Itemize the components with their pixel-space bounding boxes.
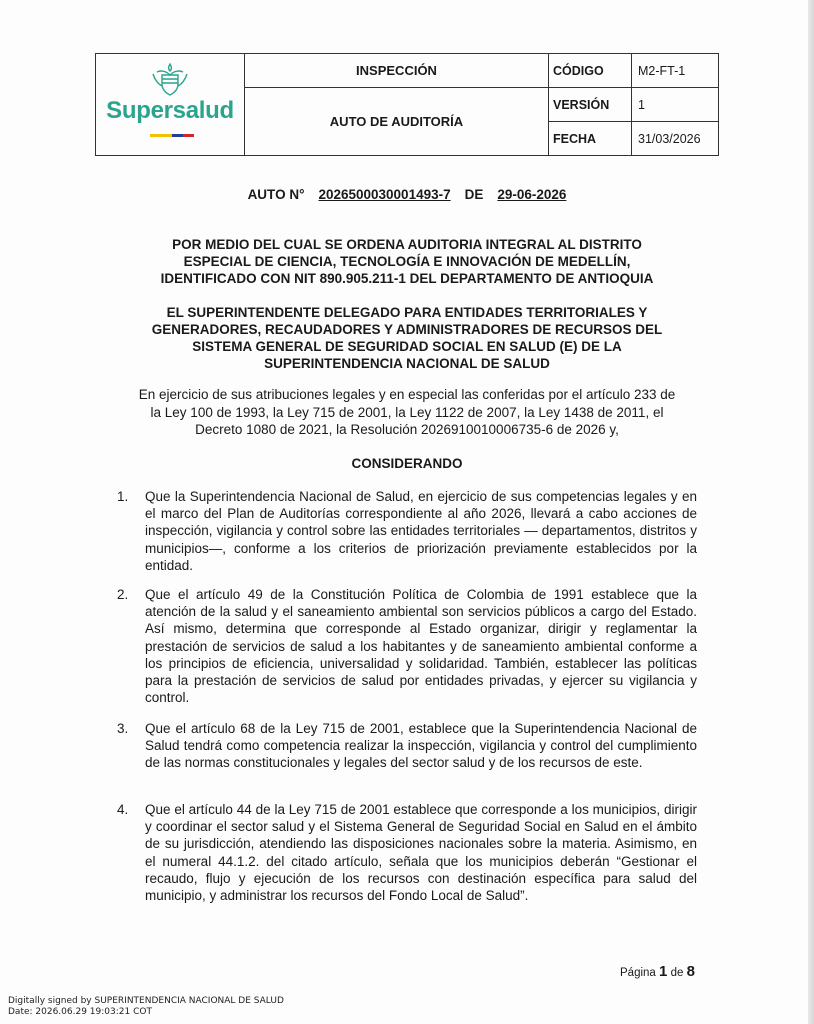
intro-line: Decreto 1080 de 2021, la Resolución 2026910010006735-6 de 2026 y, [195,422,619,437]
subject-line: POR MEDIO DEL CUAL SE ORDENA AUDITORIA INTEGRAL AL DISTRITO [172,237,642,252]
considerando-heading: CONSIDERANDO [351,456,463,471]
authority-line: SISTEMA GENERAL DE SEGURIDAD SOCIAL EN SALUD (E) DE LA [192,339,622,354]
auto-date: 29-06-2026 [497,187,567,202]
document-subtitle: AUTO DE AUDITORÍA [245,88,549,156]
digital-signature [8,996,284,1018]
logo-cell [96,54,245,156]
intro-line: la Ley 100 de 1993, la Ley 715 de 2001, la Ley 1122 de 2007, la Ley 1438 de 2011, el [150,404,664,420]
signature-date: Date: 2026.06.29 19:03:21 COT [8,1007,152,1017]
considerando-item [117,586,697,706]
authority-line: EL SUPERINTENDENTE DELEGADO PARA ENTIDADES TERRITORIALES Y [166,305,648,320]
item-number: 2. [117,587,129,602]
page-number: 1 [659,963,668,980]
subject-line: IDENTIFICADO CON NIT 890.905.211-1 DEL DEPARTAMENTO DE ANTIOQUIA [160,271,654,286]
authority-heading [110,304,704,372]
page-of: de [670,967,684,979]
considerando-item [117,720,697,772]
signature-line: Digitally signed by SUPERINTENDENCIA NACIONAL DE SALUD [8,996,284,1006]
auto-number-line [0,187,814,202]
flag-stripe [150,134,194,137]
intro-line: En ejercicio de sus atribuciones legales y en especial las conferidas por el artículo 233 de [138,387,676,402]
item-text: Que el artículo 44 de la Ley 715 de 2001 establece que corresponde a los municipios, dirigir y coordinar el sector salud y el Sistema General de Seguridad Social en Salud en el ámbito de su jurisdicción, atendiendo las disposiciones nacionales sobre la materia. Asimismo, en el numeral 44.1.2. del citado artículo, señala que los municipios deberán “Gestionar el recaudo, flujo y ejecución de los recursos con destinación específica para salud del municipio, y administrar los recursos del Fondo Local de Salud”. [145,802,697,904]
item-text: Que el artículo 68 de la Ley 715 de 2001, establece que la Superintendencia Nacional de Salud tendrá como competencia realizar la inspección, vigilancia y control del cumplimiento de las normas constitucionales y legales del sector salud y de los recursos de este. [145,721,697,771]
date-value: 31/03/2026 [632,122,719,156]
authority-line: GENERADORES, RECAUDADORES Y ADMINISTRADORES DE RECURSOS DEL [151,322,663,337]
document-type: INSPECCIÓN [245,54,549,88]
item-number: 3. [117,721,129,736]
code-value: M2-FT-1 [632,54,719,88]
header-table [95,53,719,156]
brand-name: Supersalud [106,97,234,124]
intro-paragraph [110,386,704,439]
supersalud-logo [96,54,244,155]
date-label: FECHA [549,122,632,156]
auto-number: 2026500030001493-7 [318,187,451,202]
considerando-item [117,488,697,574]
page-indicator [620,963,695,980]
item-number: 4. [117,802,129,817]
item-text: Que la Superintendencia Nacional de Salud, en ejercicio de sus competencias legales y en el marco del Plan de Auditorías correspondiente al año 2026, llevará a cabo acciones de inspección, vigilancia y control sobre las entidades territoriales — departamentos, distritos y municipios—, conforme a los criterios de priorización previamente establecidos por la entidad. [145,489,697,573]
item-text: Que el artículo 49 de la Constitución Política de Colombia de 1991 establece que la atención de la salud y el saneamiento ambiental son servicios públicos a cargo del Estado. Así mismo, determina que corresponde al Estado organizar, dirigir y reglamentar la prestación de servicios de salud a los habitantes y de saneamiento ambiental conforme a los principios de eficiencia, universalidad y solidaridad. También, establecer las políticas para la prestación de servicios de salud por entidades privadas, y ejercer su vigilancia y control. [145,587,697,706]
code-label: CÓDIGO [549,54,632,88]
considerando-item [117,801,697,904]
page-edge-shadow [808,0,814,1024]
auto-prefix: AUTO N° [247,187,305,202]
auto-subject [110,236,704,287]
subject-line: ESPECIAL DE CIENCIA, TECNOLOGÍA E INNOVACIÓN DE MEDELLÍN, [183,254,631,269]
page-total: 8 [686,963,695,980]
item-number: 1. [117,489,129,504]
version-value: 1 [632,88,719,122]
page-word: Página [620,967,656,979]
auto-de: DE [464,187,484,202]
authority-line: SUPERINTENDENCIA NACIONAL DE SALUD [264,356,550,371]
coat-of-arms-icon [149,62,191,98]
version-label: VERSIÓN [549,88,632,122]
